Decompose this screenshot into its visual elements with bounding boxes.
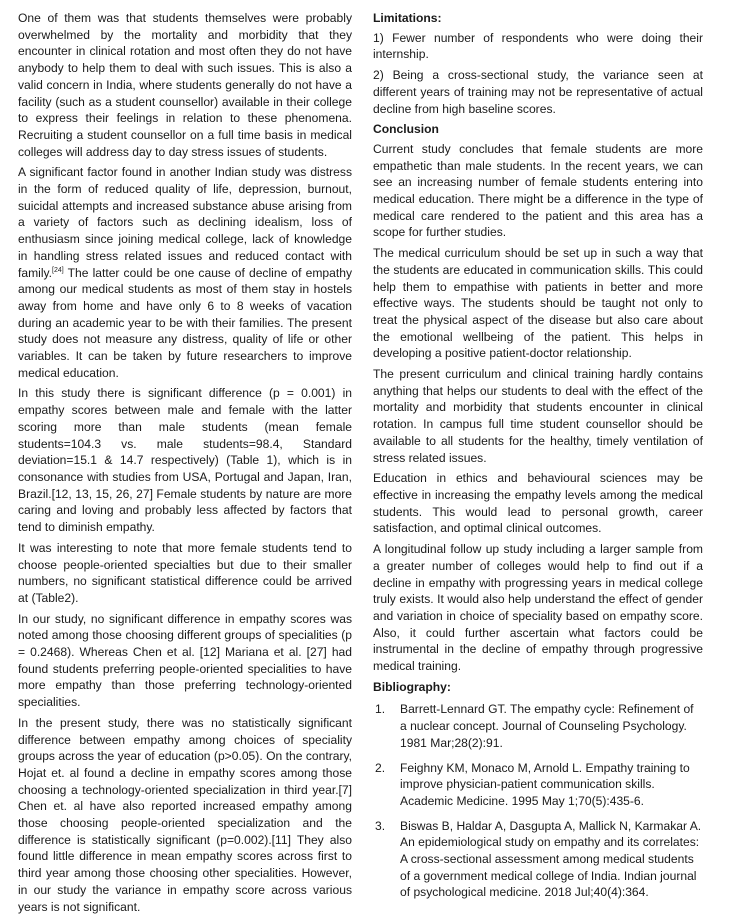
bibliography-text: Feighny KM, Monaco M, Arnold L. Empathy training to improve physician-patient communication skills. Academic Medicine. 1995 May 1;70(5):435-6. [400,760,690,808]
conclusion-paragraph-4: Education in ethics and behavioural sciences may be effective in increasing the empathy levels among the medical students. This would lead to personal growth, career satisfaction, and optimal clinical outcomes. [373,471,703,536]
bibliography-number: 2. [375,760,386,775]
limitation-1: 1) Fewer number of respondents who were doing their internship. [373,30,703,62]
bibliography-number: 1. [375,702,386,717]
conclusion-heading: Conclusion [373,122,439,137]
bibliography-entry [373,701,703,751]
paragraph-counsellor: One of them was that students themselves were probably overwhelmed by the mortality and morbidity that they encounter in clinical rotation and most often they do not have anybody to help them to deal with such issues. This is also a valid concern in India, where students generally do not have a facility (such as a student counsellor) available in their college to express their feelings in relation to these phenomena. Recruiting a student counsellor on a full time basis in medical colleges will address day to day stress issues of students. [18,11,352,159]
bibliography-text: Barrett-Lennard GT. The empathy cycle: Refinement of a nuclear concept. Journal of Counseling Psychology. 1981 Mar;28(2):91. [400,702,694,750]
left-column [18,10,352,919]
conclusion-paragraph-1: Current study concludes that female students are more empathetic than male students. In the recent years, we can see an increasing number of female students entering into medical education. There might be a difference in the type of medical care rendered to the patient and this area has a scope for further studies. [373,141,703,240]
conclusion-paragraph-5: A longitudinal follow up study including a larger sample from a greater number of colleges would help to find out if a decline in empathy with progressing years in medical college truly exists. It would also help understand the effect of gender and variation in choice of speciality based on empathy score. Also, it could further ascertain what factors could be instrumental in the decline of empathy through progressive medical training. [373,542,703,674]
paragraph-distress-continuation: The latter could be one cause of decline of empathy among our medical students as most of them stay in hostels away from home and have only 6 to 8 weeks of vacation during an academic year to be with their families. The present study does not measure any distress, quality of life or other variables. It can be taken by future researchers to improve medical education. [18,265,352,380]
bibliography-entry [373,760,703,810]
bibliography-heading: Bibliography: [373,679,451,694]
paragraph-gender-difference: In this study there is significant difference (p = 0.001) in empathy scores between male and female with the latter scoring more than male students (mean female students=104.3 vs. male students=98.4, Standard deviation=15.1 & 14.7 respectively) (Table 1), which is in consonance with studies from USA, Portugal and Japan, Iran, Brazil.[12, 13, 15, 26, 27] Female students by nature are more caring and loving and probably less affected by factors that tend to diminish empathy. [18,386,352,535]
bibliography-entry [373,818,703,902]
citation-24: [24] [52,266,64,274]
paragraph-distress [18,164,352,381]
paragraph-year-of-education: In the present study, there was no statistically significant difference between empathy among choices of speciality groups across the year of education (p>0.05). On the contrary, Hojat et. al found a decline in empathy scores among those choosing a technology-oriented specialization in third year.[7] Chen et. al have also reported increased empathy among those choosing people-oriented specialization and the difference is statistically significant (p=0.002).[11] They also found little difference in mean empathy scores across first to third year among those choosing other specialities. However, in our study the variance in empathy score across various years is not significant. [18,715,352,914]
bibliography-list [373,701,703,901]
paragraph-distress-text: A significant factor found in another Indian study was distress in the form of reduced quality of life, depression, burnout, suicidal attempts and increased substance abuse arising from a variety of factors such as declining idealism, loss of enthusiasm since joining medical college, lack of knowledge in handling stress related issues and reduced contact with family. [18,165,352,280]
conclusion-paragraph-2: The medical curriculum should be set up in such a way that the students are educated in communication skills. This could help them to empathise with patients in better and more effective ways. The students should be taught not only to treat the physical aspect of the disease but also care about the emotional wellbeing of the patient. This helps in developing a positive patient-doctor relationship. [373,246,703,361]
limitation-2: 2) Being a cross-sectional study, the variance seen at different years of training may not be representative of actual decline from high baseline scores. [373,68,703,116]
limitations-heading: Limitations: [373,11,442,25]
paragraph-speciality-groups: In our study, no significant difference in empathy scores was noted among those choosing different groups of specialities (p = 0.2468). Whereas Chen et al. [12] Mariana et al. [27] had found students preferring people-oriented specialities to have more empathy than those preferring technology-oriented specialities. [18,611,352,710]
bibliography-number: 3. [375,818,386,833]
paragraph-female-specialties: It was interesting to note that more female students tend to choose people-oriented specialties but due to their smaller numbers, no significant statistical difference could be arrived at (Table2). [18,540,352,605]
bibliography-text: Biswas B, Haldar A, Dasgupta A, Mallick N, Karmakar A. An epidemiological study on empathy and its correlates: A cross-sectional assessment among medical students of a government medical college of India. Indian journal of psychological medicine. 2018 Jul;40(4):364. [400,818,702,900]
conclusion-paragraph-3: The present curriculum and clinical training hardly contains anything that helps our students to deal with the effect of the mortality and morbidity that students encounter in clinical rotation. In campus full time student counsellor should be available to all students for the healthy, timely ventilation of stress related issues. [373,367,703,465]
right-column [373,10,703,909]
